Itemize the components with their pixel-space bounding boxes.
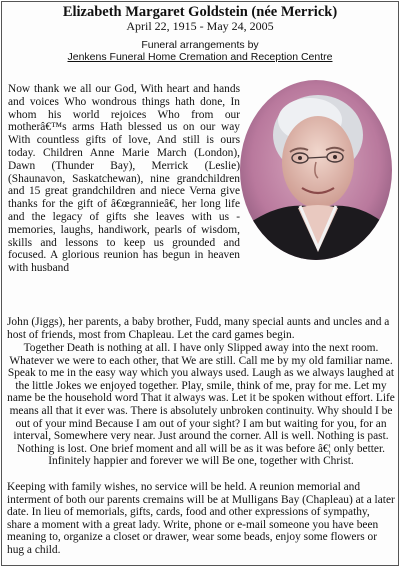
deceased-name: Elizabeth Margaret Goldstein (née Merrick) — [62, 4, 338, 20]
funeral-home-name: Jenkens Funeral Home Cremation and Reception Centre — [67, 51, 333, 63]
service-paragraph: Keeping with family wishes, no service will be held. A reunion memorial and interment of both our parents cremains will be at Mulligans Bay (Chapleau) at a later date. In lieu of memorials, gifts, cards, food and other expressions of sympathy, share a moment with a great lady. Write, phone or e-mail someone you have been meaning to, organize a closet or drawer, wear some beads, enjoy some flowers or hug a child. — [7, 481, 395, 556]
obituary-paragraph-1: Now thank we all our God, With heart and hands and voices Who wondrous things hath done, In whom his world rejoices Who from our motherâ€™s arms Hath blessed us on our way With countless gifts of love, And still is ours today. Children Anne Marie March (London), Dawn (Thunder Bay), Merrick (Leslie) (Shaunavon, Saskatchewan), nine grandchildren and 15 great grandchildren and niece Verna give thanks for the gift of â€œgrannieâ€, her long life and the legacy of gifts she leaves with us - memories, laughs, handiwork, pearls of wisdom, skills and lessons to keep us grounded and focused. A glorious reunion has begun in heaven with husband — [8, 83, 240, 275]
arrangements-label: Funeral arrangements by — [141, 39, 259, 51]
obituary-paragraph-1-continued: John (Jiggs), her parents, a baby brother, Fudd, many special aunts and uncles and a host of friends, most from Chapleau. Let the card games begin. — [7, 316, 390, 341]
obituary-page — [1, 1, 399, 566]
poem-paragraph: Together Death is nothing at all. I have only Slipped away into the next room. Whatever we were to each other, that We are still. Call me by my old familiar name. Speak to me in the easy way which you always used. Laugh as we always laughed at the little Jokes we enjoyed together. Play, smile, think of me, pray for me. Let my name be the household word That it always was. Let it be spoken without effort. Life means all that it ever was. There is absolutely unbroken continuity. Why should I be out of your mind Because I am out of your sight? I am but waiting for you, for an interval, Somewhere very near. Just around the corner. All is well. Nothing is past. Nothing is lost. One brief moment and all will be as it was before â€¦ only better. Infinitely happier and forever we will Be one, together with Christ. — [7, 342, 395, 468]
life-dates: April 22, 1915 - May 24, 2005 — [126, 19, 274, 33]
portrait-photo-icon — [240, 80, 392, 260]
portrait-photo — [240, 80, 392, 260]
